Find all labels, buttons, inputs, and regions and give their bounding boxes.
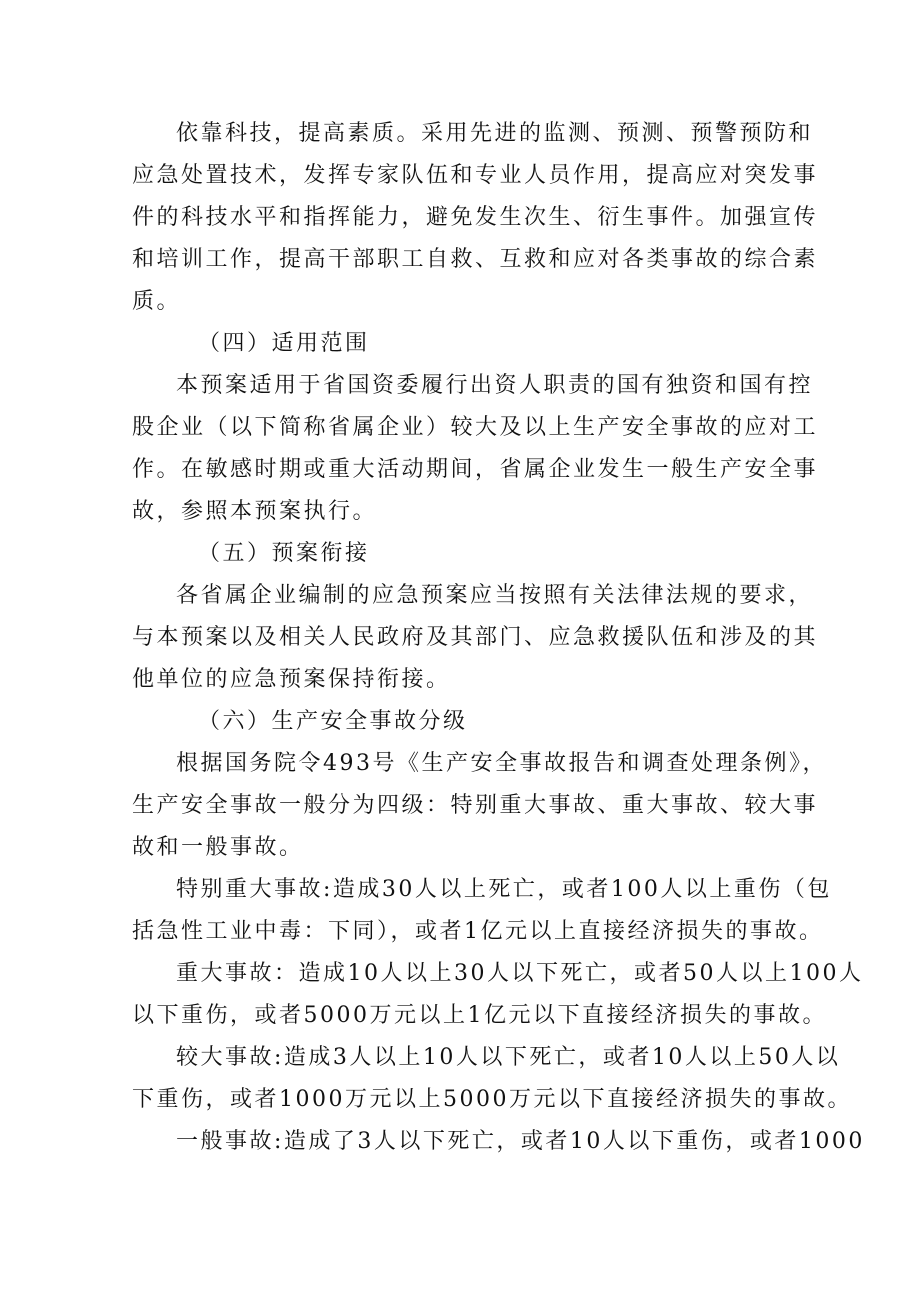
text-line: 重大事故：造成10人以上30人以下死亡，或者50人以上100人 bbox=[176, 961, 864, 986]
paragraph-principle-technology bbox=[132, 113, 819, 323]
paragraph-general-accident bbox=[132, 1121, 865, 1163]
text-line: 作。在敏感时期或重大活动期间，省属企业发生一般生产安全事 bbox=[132, 457, 819, 482]
text-line: 故，参照本预案执行。 bbox=[132, 499, 378, 524]
text-line: 下重伤，或者1000万元以上5000万元以下直接经济损失的事故。 bbox=[132, 1087, 852, 1112]
paragraph-larger-accident bbox=[132, 1037, 852, 1121]
text-line: 生产安全事故一般分为四级：特别重大事故、重大事故、较大事 bbox=[132, 793, 819, 818]
text-line: 质。 bbox=[132, 289, 182, 314]
text-line: 股企业（以下简称省属企业）较大及以上生产安全事故的应对工 bbox=[132, 415, 819, 440]
text-line: 较大事故:造成3人以上10人以下死亡，或者10人以上50人以 bbox=[176, 1045, 841, 1070]
section-heading-scope: （四）适用范围 bbox=[198, 331, 370, 356]
document-body bbox=[132, 113, 865, 1163]
text-line: 与本预案以及相关人民政府及其部门、应急救援队伍和涉及的其 bbox=[132, 625, 819, 650]
paragraph-especially-major-accident bbox=[132, 869, 832, 953]
text-line: 根据国务院令493号《生产安全事故报告和调查处理条例》， bbox=[176, 751, 827, 776]
text-line: 括急性工业中毒：下同），或者1亿元以上直接经济损失的事故。 bbox=[132, 919, 824, 944]
section-heading-plan-linkage: （五）预案衔接 bbox=[198, 541, 370, 566]
paragraph-classification-basis bbox=[132, 743, 827, 869]
text-line: 特别重大事故:造成30人以上死亡，或者100人以上重伤（包 bbox=[176, 877, 832, 902]
text-line: 各省属企业编制的应急预案应当按照有关法律法规的要求， bbox=[176, 583, 814, 608]
paragraph-major-accident bbox=[132, 953, 864, 1037]
text-line: 依靠科技，提高素质。采用先进的监测、预测、预警预防和 bbox=[176, 121, 814, 146]
text-line: 和培训工作，提高干部职工自救、互救和应对各类事故的综合素 bbox=[132, 247, 819, 272]
paragraph-scope bbox=[132, 365, 819, 533]
section-heading-accident-classification: （六）生产安全事故分级 bbox=[198, 709, 468, 734]
text-line: 以下重伤，或者5000万元以上1亿元以下直接经济损失的事故。 bbox=[132, 1003, 827, 1028]
text-line: 一般事故:造成了3人以下死亡，或者10人以下重伤，或者1000 bbox=[176, 1129, 865, 1154]
text-line: 故和一般事故。 bbox=[132, 835, 304, 860]
text-line: 本预案适用于省国资委履行出资人职责的国有独资和国有控 bbox=[176, 373, 814, 398]
text-line: 件的科技水平和指挥能力，避免发生次生、衍生事件。加强宣传 bbox=[132, 205, 819, 230]
paragraph-plan-linkage bbox=[132, 575, 819, 701]
text-line: 应急处置技术，发挥专家队伍和专业人员作用，提高应对突发事 bbox=[132, 163, 819, 188]
text-line: 他单位的应急预案保持衔接。 bbox=[132, 667, 451, 692]
